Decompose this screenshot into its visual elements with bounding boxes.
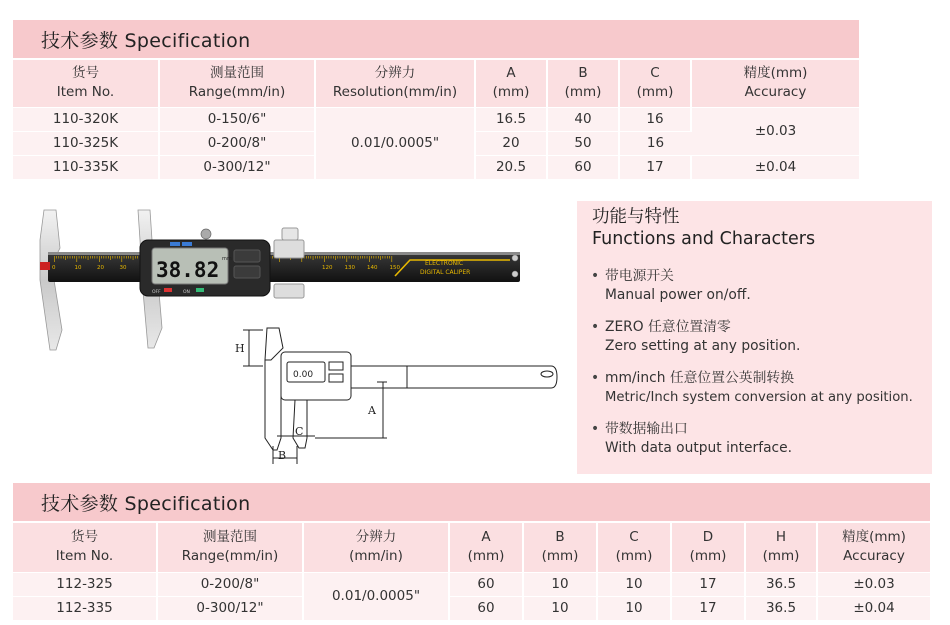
- scale-tick-label: 150: [389, 265, 400, 271]
- cell-range: 0-150/6": [159, 107, 315, 131]
- cell-item: 112-325: [13, 572, 157, 596]
- cell-c: 10: [597, 596, 671, 620]
- scale-tick: [331, 256, 332, 259]
- scale-tick: [101, 256, 102, 259]
- feature-zh: 带电源开关: [605, 268, 674, 284]
- spec-table-2: [13, 521, 930, 620]
- scale-tick: [360, 256, 361, 259]
- cell-a: 20.5: [475, 155, 547, 179]
- scale-tick: [81, 256, 82, 259]
- scale-tick: [95, 256, 96, 259]
- scale-tick: [79, 256, 80, 259]
- table-row: [13, 572, 930, 596]
- cell-accuracy: ±0.03: [691, 107, 859, 155]
- scale-tick: [306, 256, 307, 259]
- scale-tick: [367, 256, 368, 259]
- functions-title-en: Functions and Characters: [592, 229, 816, 249]
- scale-tick: [308, 256, 309, 259]
- bullet-icon: •: [591, 268, 600, 284]
- scale-tick-label: 140: [367, 265, 378, 271]
- scale-tick: [320, 256, 321, 259]
- cell-accuracy: ±0.04: [817, 596, 930, 620]
- scale-tick: [133, 256, 134, 260]
- cell-c: 16: [619, 131, 691, 155]
- scale-tick: [383, 256, 384, 259]
- scale-tick-label: 10: [74, 265, 82, 271]
- cell-a: 60: [449, 572, 523, 596]
- cell-c: 16: [619, 107, 691, 131]
- scale-tick: [137, 256, 138, 259]
- scale-tick: [335, 256, 336, 260]
- spec-header-2: [13, 483, 930, 521]
- scale-tick: [389, 256, 390, 259]
- feature-en: Manual power on/off.: [605, 287, 751, 303]
- scale-tick: [371, 256, 372, 259]
- col-c: C (mm): [597, 522, 671, 572]
- scale-tick: [387, 256, 388, 259]
- dim-h-label: H: [235, 342, 245, 355]
- feature-zh: mm/inch 任意位置公英制转换: [605, 370, 794, 386]
- scale-tick: [380, 256, 381, 260]
- scale-tick: [122, 256, 123, 262]
- scale-tick: [54, 256, 55, 262]
- col-accuracy: 精度(mm) Accuracy: [691, 59, 859, 107]
- table-header-row: [13, 522, 930, 572]
- cell-accuracy: ±0.03: [817, 572, 930, 596]
- cell-item: 110-325K: [13, 131, 159, 155]
- col-resolution: 分辨力 (mm/in): [303, 522, 449, 572]
- spec-title-2: 技术参数 Specification: [41, 492, 251, 515]
- scale-tick: [63, 256, 64, 259]
- scale-tick: [65, 256, 66, 260]
- col-item: 货号 Item No.: [13, 59, 159, 107]
- scale-tick: [135, 256, 136, 259]
- scale-tick: [333, 256, 334, 259]
- scale-tick: [128, 256, 129, 259]
- scale-tick-label: 0: [52, 265, 56, 271]
- scale-tick: [117, 256, 118, 259]
- scale-tick: [385, 256, 386, 259]
- scale-tick: [115, 256, 116, 259]
- col-range: 测量范围 Range(mm/in): [159, 59, 315, 107]
- table-row: [13, 107, 859, 131]
- scale-tick: [369, 256, 370, 262]
- scale-tick: [362, 256, 363, 259]
- brand-line-1: ELECTRONIC: [425, 260, 464, 267]
- col-accuracy: 精度(mm) Accuracy: [817, 522, 930, 572]
- feature-item: [591, 318, 800, 356]
- cell-d: 17: [671, 596, 745, 620]
- col-d: D (mm): [671, 522, 745, 572]
- scale-tick: [322, 256, 323, 259]
- cell-range: 0-200/8": [157, 572, 303, 596]
- scale-tick: [113, 256, 114, 259]
- col-c: C (mm): [619, 59, 691, 107]
- scale-tick: [340, 256, 341, 259]
- spec-header-1: [13, 20, 859, 58]
- scale-tick: [347, 256, 348, 262]
- cell-a: 60: [449, 596, 523, 620]
- scale-tick: [344, 256, 345, 259]
- cell-resolution: 0.01/0.0005": [303, 572, 449, 620]
- scale-tick: [313, 256, 314, 260]
- scale-tick: [392, 256, 393, 262]
- scale-tick: [365, 256, 366, 259]
- feature-item: [591, 267, 751, 305]
- scale-tick: [77, 256, 78, 262]
- scale-tick: [68, 256, 69, 259]
- table-header-row: [13, 59, 859, 107]
- col-a: A (mm): [449, 522, 523, 572]
- scale-tick: [110, 256, 111, 260]
- scale-tick: [97, 256, 98, 259]
- scale-tick: [349, 256, 350, 259]
- scale-tick: [106, 256, 107, 259]
- feature-item: [591, 369, 913, 407]
- scale-tick: [72, 256, 73, 259]
- cell-h: 36.5: [745, 572, 817, 596]
- display-unit: mm: [222, 256, 232, 262]
- scale-tick: [131, 256, 132, 259]
- scale-tick: [324, 256, 325, 262]
- scale-tick: [351, 256, 352, 259]
- scale-tick: [119, 256, 120, 259]
- col-b: B (mm): [523, 522, 597, 572]
- scale-tick: [358, 256, 359, 260]
- scale-tick: [356, 256, 357, 259]
- scale-tick: [353, 256, 354, 259]
- cell-b: 10: [523, 572, 597, 596]
- cell-range: 0-200/8": [159, 131, 315, 155]
- brand-line-2: DIGITAL CALIPER: [420, 269, 471, 276]
- scale-tick: [338, 256, 339, 259]
- cell-a: 20: [475, 131, 547, 155]
- scale-tick: [104, 256, 105, 259]
- drawing-display: 0.00: [293, 370, 314, 380]
- feature-en: With data output interface.: [605, 440, 792, 456]
- scale-tick: [92, 256, 93, 259]
- scale-tick: [88, 256, 89, 260]
- dim-c-label: C: [295, 425, 304, 438]
- cell-c: 17: [619, 155, 691, 179]
- on-button-label: ON: [183, 290, 190, 295]
- cell-h: 36.5: [745, 596, 817, 620]
- scale-tick: [108, 256, 109, 259]
- cell-item: 112-335: [13, 596, 157, 620]
- scale-tick: [124, 256, 125, 259]
- functions-title-zh: 功能与特性: [592, 207, 680, 227]
- spec-title-1: 技术参数 Specification: [41, 29, 251, 52]
- caliper-drawing: [225, 318, 570, 468]
- feature-zh: 带数据输出口: [605, 421, 688, 437]
- scale-tick: [272, 256, 273, 259]
- cell-b: 50: [547, 131, 619, 155]
- scale-tick: [317, 256, 318, 259]
- bullet-icon: •: [591, 421, 600, 437]
- scale-tick: [329, 256, 330, 259]
- scale-tick: [90, 256, 91, 259]
- feature-item: [591, 420, 792, 458]
- cell-item: 110-335K: [13, 155, 159, 179]
- col-b: B (mm): [547, 59, 619, 107]
- col-a: A (mm): [475, 59, 547, 107]
- scale-tick-label: 20: [97, 265, 104, 271]
- scale-tick: [56, 256, 57, 259]
- feature-en: Metric/Inch system conversion at any position.: [605, 390, 913, 405]
- scale-tick: [311, 256, 312, 259]
- scale-tick: [59, 256, 60, 259]
- cell-range: 0-300/12": [157, 596, 303, 620]
- bullet-icon: •: [591, 370, 600, 386]
- spec-table-1: [13, 58, 859, 179]
- scale-tick: [70, 256, 71, 259]
- scale-tick: [61, 256, 62, 259]
- col-range: 测量范围 Range(mm/in): [157, 522, 303, 572]
- feature-zh: ZERO 任意位置清零: [605, 319, 731, 335]
- cell-accuracy: ±0.04: [691, 155, 859, 179]
- scale-tick: [86, 256, 87, 259]
- table-row: [13, 596, 930, 620]
- functions-title: [592, 206, 815, 250]
- scale-tick: [342, 256, 343, 259]
- cell-a: 16.5: [475, 107, 547, 131]
- cell-resolution: 0.01/0.0005": [315, 107, 475, 179]
- scale-tick: [326, 256, 327, 259]
- scale-tick-label: 30: [119, 265, 127, 271]
- functions-panel: [577, 201, 932, 474]
- bullet-icon: •: [591, 319, 600, 335]
- feature-en: Zero setting at any position.: [605, 338, 801, 354]
- dim-b-label: B: [278, 449, 287, 462]
- cell-c: 10: [597, 572, 671, 596]
- scale-tick: [126, 256, 127, 259]
- display-value: 38.82: [156, 258, 220, 282]
- scale-tick: [378, 256, 379, 259]
- col-item: 货号 Item No.: [13, 522, 157, 572]
- cell-b: 40: [547, 107, 619, 131]
- col-h: H (mm): [745, 522, 817, 572]
- scale-tick-label: 130: [344, 265, 355, 271]
- scale-tick: [99, 256, 100, 262]
- scale-tick: [376, 256, 377, 259]
- cell-d: 17: [671, 572, 745, 596]
- off-button-label: OFF: [152, 290, 161, 295]
- scale-tick: [315, 256, 316, 259]
- scale-tick: [83, 256, 84, 259]
- col-resolution: 分辨力 Resolution(mm/in): [315, 59, 475, 107]
- scale-tick: [74, 256, 75, 259]
- dim-a-label: A: [368, 404, 376, 417]
- cell-b: 60: [547, 155, 619, 179]
- cell-range: 0-300/12": [159, 155, 315, 179]
- cell-item: 110-320K: [13, 107, 159, 131]
- scale-tick-label: 120: [322, 265, 333, 271]
- scale-tick: [374, 256, 375, 259]
- cell-b: 10: [523, 596, 597, 620]
